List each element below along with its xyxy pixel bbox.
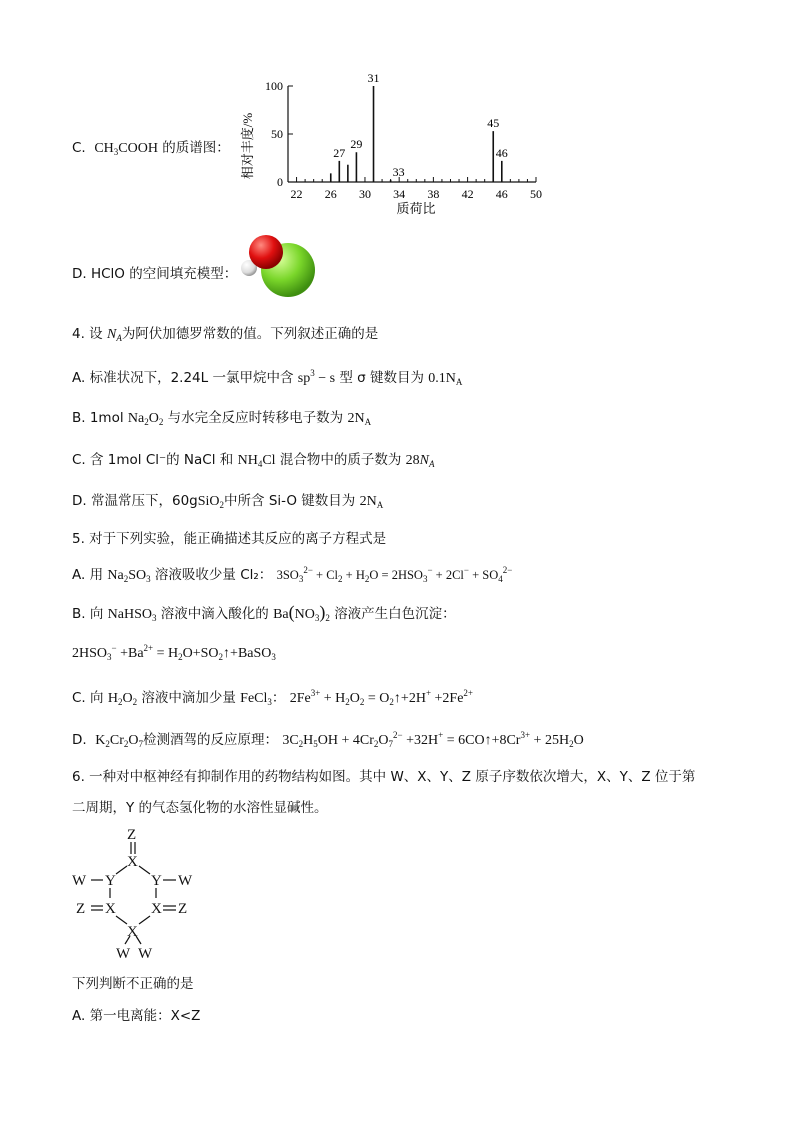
- y-tick-label: 50: [271, 127, 283, 141]
- x-axis-label: 质荷比: [396, 201, 436, 216]
- atom-w-left: W: [72, 873, 87, 889]
- atom-y-left: Y: [105, 873, 116, 889]
- q5-option-d: D. $K_2Cr_2O_7$检测酒驾的反应原理： $3C_2H_5OH + 4Cr_2O_7^{2-} +32H^+$ = $6CO↑+8Cr^{3+} + 25H_2O$: [72, 730, 584, 749]
- x-tick-label: 30: [358, 187, 371, 201]
- atom-x-right: X: [151, 901, 162, 917]
- x-tick-label: 26: [324, 187, 337, 201]
- x-tick-label: 34: [393, 187, 406, 201]
- q4-option-c: C. 含 1mol Cl⁻的 NaCl 和 $NH_4Cl$ 混合物中的质子数为 $28N_A$: [72, 452, 435, 469]
- atom-y-right: Y: [151, 873, 162, 889]
- atom-x-bottom: X: [127, 924, 138, 940]
- formula-ch3cooh: $CH_3COOH$: [94, 141, 158, 157]
- atom-z-right: Z: [178, 901, 188, 917]
- x-tick-label: 46: [495, 187, 508, 201]
- atom-w-bottom-left: W: [116, 946, 131, 962]
- q5-option-a: A. 用 $Na_2SO_3$ 溶液吸收少量 Cl₂： $3SO_3^{2-} + Cl_2 + H_2O = 2HSO_3^- + 2Cl^- + SO_4^{2-}$: [72, 565, 513, 584]
- y-tick-label: 100: [265, 79, 283, 93]
- q6-stem-line2: 二周期，Y 的气态氢化物的水溶性显碱性。: [72, 800, 328, 816]
- chart-axes: [265, 79, 542, 201]
- q4-option-a: A. 标准状况下，2.24L 一氯甲烷中含 $sp^3 - s$ 型 σ 键数目为 $0.1N_A$: [72, 368, 463, 387]
- x-tick-label: 42: [461, 187, 474, 201]
- x-tick-label: 38: [427, 187, 440, 201]
- hclo-space-filling-model: [236, 232, 326, 304]
- q6-prompt: 下列判断不正确的是: [72, 976, 194, 992]
- y-axis-label: 相对丰度/%: [240, 112, 255, 180]
- q4-option-d: D. 常温常压下，60gSiO$_2$中所含 Si-O 键数目为 $2N_A$: [72, 493, 384, 510]
- peak-label: 27: [333, 145, 346, 160]
- q4-stem: 4. 设 $N_A$为阿伏加德罗常数的值。下列叙述正确的是: [72, 326, 379, 343]
- atom-w-right: W: [178, 873, 193, 889]
- peak-label: 29: [350, 137, 363, 152]
- q6-option-a: A. 第一电离能：X<Z: [72, 1008, 201, 1024]
- atom-z-left: Z: [76, 901, 86, 917]
- q6-stem-line1: 6. 一种对中枢神经有抑制作用的药物结构如图。其中 W、X、Y、Z 原子序数依次增大，X、Y、Z 位于第: [72, 769, 696, 785]
- q3-option-c: C. $CH_3COOH$ 的质谱图：: [72, 140, 230, 157]
- peak-label: 33: [392, 165, 405, 180]
- q5-option-b: B. 向 NaHSO$_3$ 溶液中滴入酸化的 $Ba(NO_3)_2$ 溶液产生白色沉淀：: [72, 602, 456, 623]
- atom-z-top: Z: [127, 827, 137, 843]
- q3-option-d: D. HClO 的空间填充模型：: [72, 266, 238, 282]
- x-tick-label: 22: [290, 187, 303, 201]
- atom-x-left: X: [105, 901, 116, 917]
- q5-option-c: C. 向 $H_2O_2$ 溶液中滴加少量 FeCl$_3$： $2Fe^{3+} + H_2O_2$ = $O_2↑+2H^+ +2Fe^{2+}$: [72, 688, 473, 707]
- peak-label: 46: [495, 145, 508, 160]
- molecular-structure-diagram: [70, 824, 210, 964]
- peak-label: 31: [367, 71, 380, 85]
- atom-x-top: X: [127, 854, 138, 870]
- x-tick-label: 50: [530, 187, 542, 201]
- y-tick-label: 0: [277, 175, 283, 189]
- o-atom-sphere: [249, 235, 283, 269]
- q4-option-b: B. 1mol $Na_2O_2$ 与水完全反应时转移电子数为 $2N_A$: [72, 410, 372, 427]
- mass-spectrum-chart: [236, 70, 556, 220]
- q5-option-b-equation: $2HSO_3^- +Ba^{2+}$ = $H_2O+SO_2↑+BaSO_3$: [72, 643, 276, 662]
- chart-peaks: [331, 71, 508, 182]
- peak-label: 45: [487, 116, 500, 131]
- atom-w-bottom-right: W: [138, 946, 153, 962]
- q5-stem: 5. 对于下列实验，能正确描述其反应的离子方程式是: [72, 531, 387, 547]
